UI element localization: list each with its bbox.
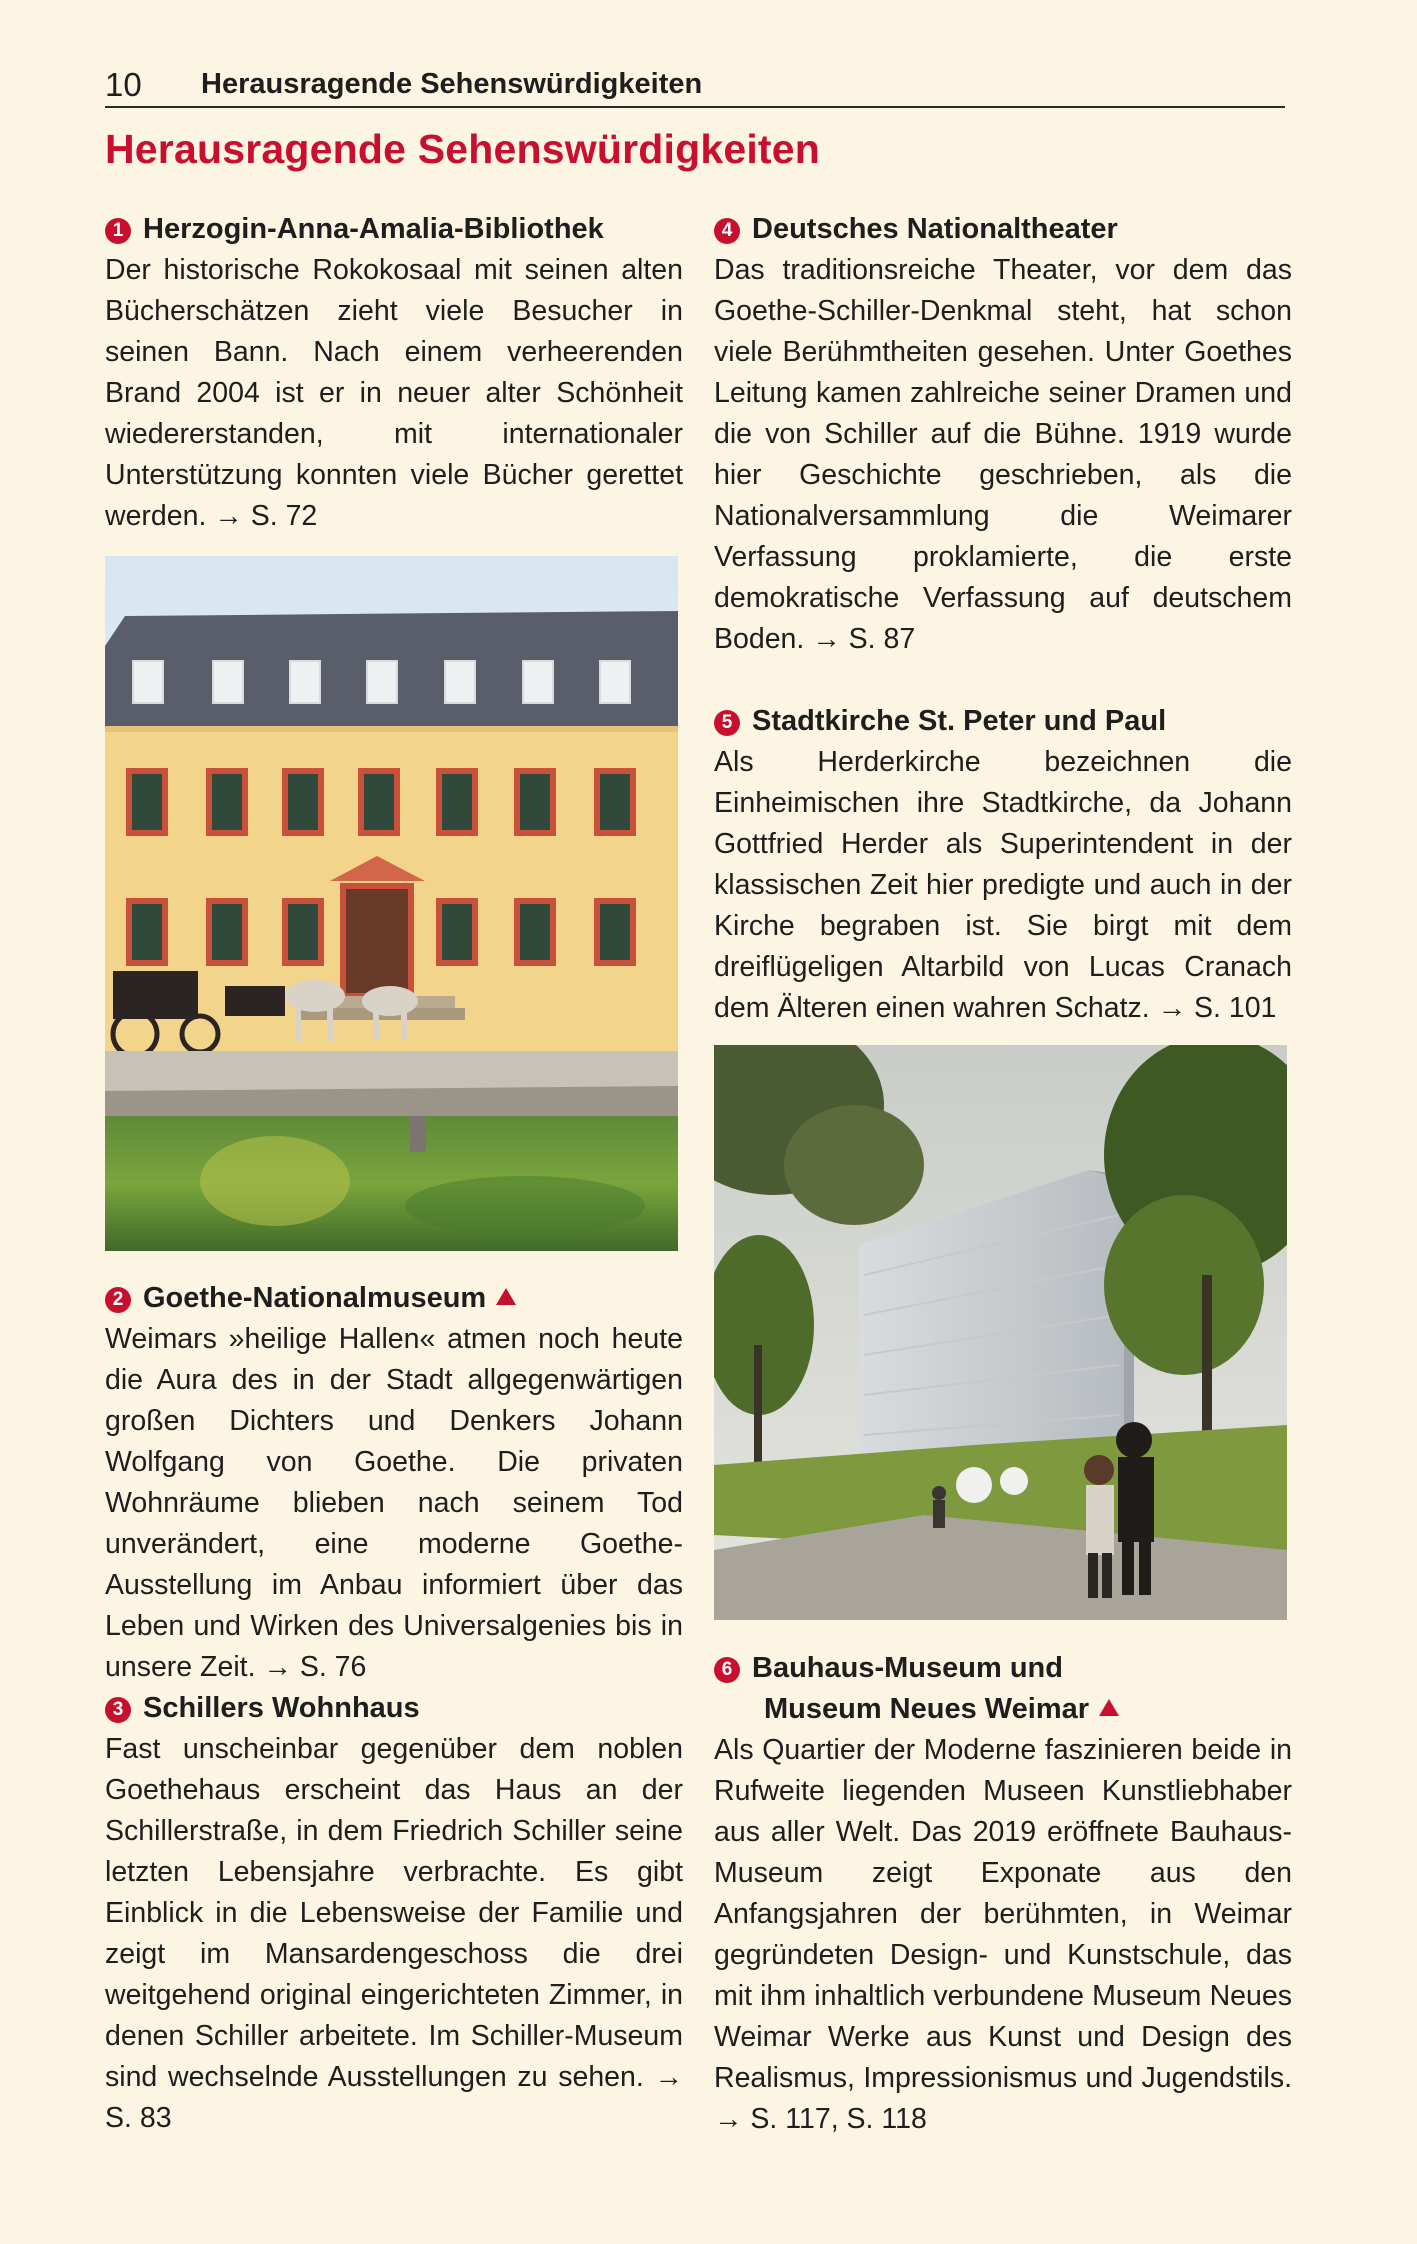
entry-4-text: Das traditionsreiche Theater, vor dem das Goethe-Schiller-Denkmal steht, hat schon viele Berühmtheiten gesehen. Unter Goethes Leitung kamen zahlreiche seiner Dramen und die von Schiller auf die Bühne. 1919 wurde hier Geschichte geschrieben, als die Nationalversammlung die Weimarer Verfassung proklamierte, die erste demokratische Verfassung auf deutschem Boden. → S. 87 xyxy=(714,254,1292,655)
entry-6-title-line1: Bauhaus-Museum und xyxy=(752,1652,1063,1684)
entry-6 xyxy=(714,1648,1292,2140)
highlight-triangle-icon xyxy=(496,1288,516,1305)
entry-5 xyxy=(714,701,1292,1029)
entry-2-title-row xyxy=(105,1278,683,1319)
entry-3 xyxy=(105,1688,683,2139)
entry-6-number-badge: 6 xyxy=(714,1657,740,1683)
highlight-triangle-icon xyxy=(1099,1699,1119,1716)
page-number: 10 xyxy=(105,66,142,103)
entry-1-text: Der historische Rokokosaal mit seinen alten Bücherschätzen zieht viele Besucher in seinen Bann. Nach einem verheerenden Brand 2004 ist er in neuer alter Schönheit wiedererstanden, mit internationaler Unterstützung konnten viele Bücher gerettet werden. → S. 72 xyxy=(105,254,683,532)
entry-2 xyxy=(105,1278,683,1688)
running-header xyxy=(105,62,1285,108)
running-title: Herausragende Sehenswürdigkeiten xyxy=(201,68,703,100)
entry-5-text: Als Herderkirche bezeichnen die Einheimischen ihre Stadtkirche, da Johann Gottfried Herder als Superintendent in der klassischen Zeit hier predigte und auch in der Kirche begraben ist. Sie birgt mit dem dreiflügeligen Altarbild von Lucas Cranach dem Älteren einen wahren Schatz. → S. 101 xyxy=(714,746,1292,1024)
entry-1-number-badge: 1 xyxy=(105,218,131,244)
entry-4-title-row xyxy=(714,209,1292,250)
bauhaus-museum-photo xyxy=(714,1045,1287,1620)
entry-6-title-row xyxy=(714,1648,1292,1730)
entry-6-title-line2-row xyxy=(714,1689,1292,1730)
entry-4 xyxy=(714,209,1292,660)
page-title: Herausragende Sehenswürdigkeiten xyxy=(105,126,821,172)
entry-3-title: Schillers Wohnhaus xyxy=(143,1692,420,1724)
entry-3-title-row xyxy=(105,1688,683,1729)
entry-1 xyxy=(105,209,683,537)
goethe-house-illustration xyxy=(105,556,678,1251)
entry-4-title: Deutsches Nationaltheater xyxy=(752,213,1118,245)
entry-1-title: Herzogin-Anna-Amalia-Bibliothek xyxy=(143,213,604,245)
entry-5-title: Stadtkirche St. Peter und Paul xyxy=(752,705,1167,737)
entry-3-number-badge: 3 xyxy=(105,1697,131,1723)
entry-5-title-row xyxy=(714,701,1292,742)
entry-1-title-row xyxy=(105,209,683,250)
entry-4-number-badge: 4 xyxy=(714,218,740,244)
entry-5-number-badge: 5 xyxy=(714,710,740,736)
bauhaus-museum-illustration xyxy=(714,1045,1287,1620)
entry-2-number-badge: 2 xyxy=(105,1287,131,1313)
goethe-house-photo xyxy=(105,556,678,1251)
entry-2-text: Weimars »heilige Hallen« atmen noch heute die Aura des in der Stadt allgegenwärtigen großen Dichters und Denkers Johann Wolfgang von Goethe. Die privaten Wohnräume blieben nach seinem Tod unverändert, eine moderne Goethe-Ausstellung im Anbau informiert über das Leben und Wirken des Universalgenies bis in unsere Zeit. → S. 76 xyxy=(105,1323,683,1683)
entry-3-text: Fast unscheinbar gegenüber dem noblen Goethehaus erscheint das Haus an der Schillerstraße, in dem Friedrich Schiller seine letzten Lebensjahre verbrachte. Es gibt Einblick in die Lebensweise der Familie und zeigt im Mansardengeschoss die drei weitgehend original eingerichteten Zimmer, in denen Schiller arbeitete. Im Schiller-Museum sind wechselnde Ausstellungen zu sehen. → S. 83 xyxy=(105,1733,683,2134)
entry-6-title-line2: Museum Neues Weimar xyxy=(764,1693,1090,1725)
entry-2-title: Goethe-Nationalmuseum xyxy=(143,1282,487,1314)
entry-6-text: Als Quartier der Moderne faszinieren beide in Rufweite liegenden Museen Kunstliebhaber aus aller Welt. Das 2019 eröffnete Bauhaus-Museum zeigt Exponate aus den Anfangsjahren der berühmten, in Weimar gegründeten Design- und Kunstschule, das mit ihm inhaltlich verbundene Museum Neues Weimar Werke aus Kunst und Design des Realismus, Impressionismus und Jugendstils. → S. 117, S. 118 xyxy=(714,1734,1292,2135)
